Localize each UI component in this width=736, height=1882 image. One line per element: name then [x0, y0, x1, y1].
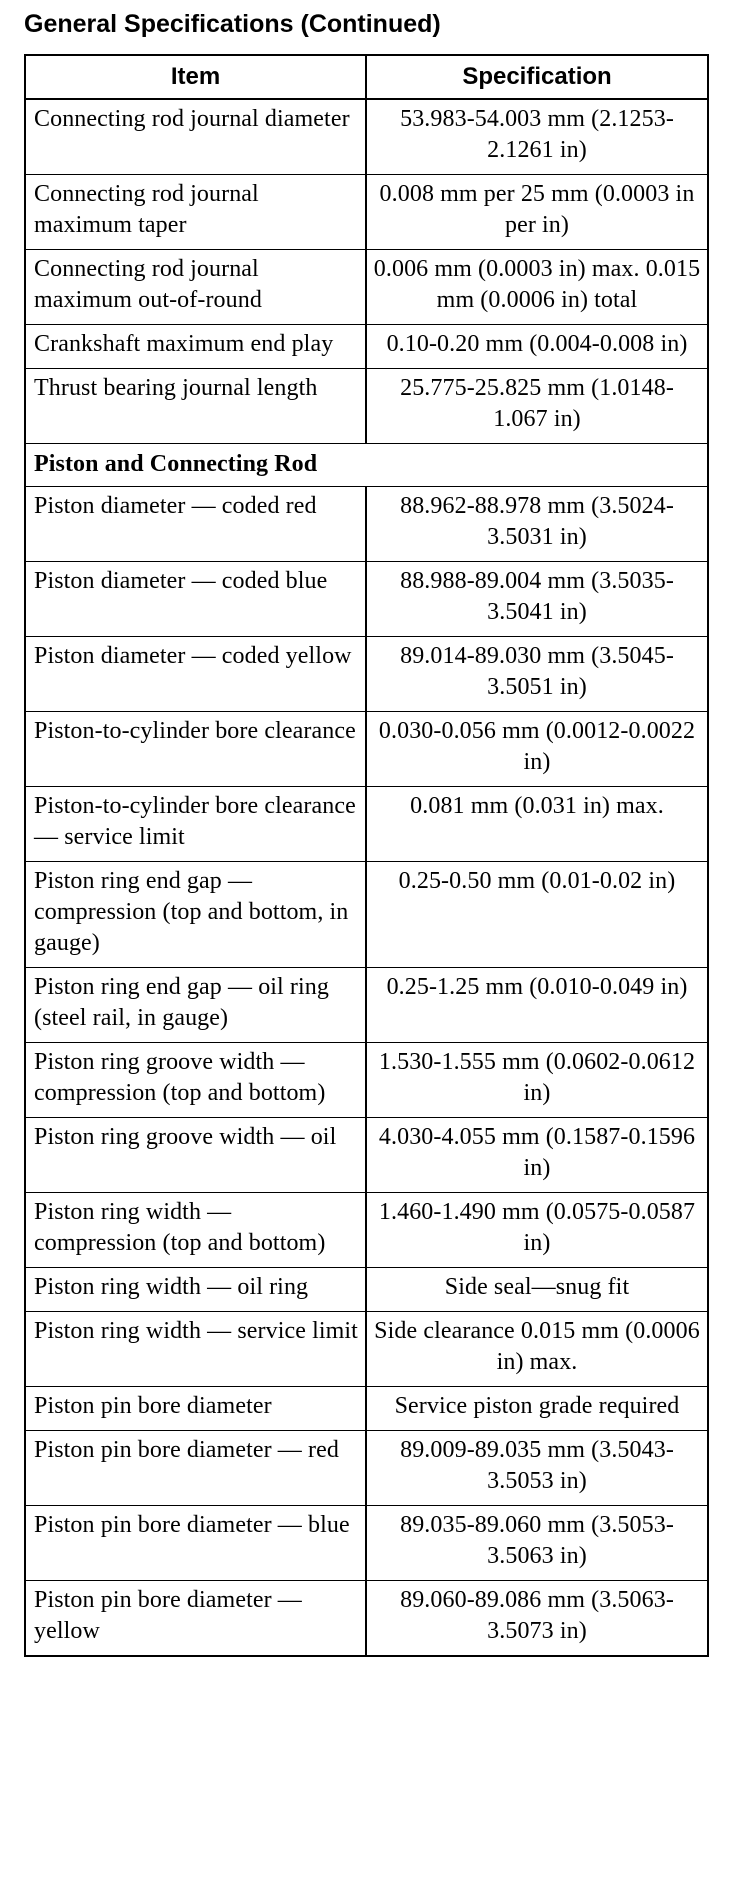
table-row	[25, 637, 708, 712]
specification-cell: 4.030-4.055 mm (0.1587-0.1596 in)	[366, 1118, 708, 1193]
table-body	[25, 99, 708, 1656]
item-cell: Piston ring groove width — compression (top and bottom)	[25, 1043, 366, 1118]
item-cell: Piston ring width — service limit	[25, 1312, 366, 1387]
specification-cell: Service piston grade required	[366, 1387, 708, 1431]
table-row	[25, 1193, 708, 1268]
item-cell: Piston ring width — compression (top and bottom)	[25, 1193, 366, 1268]
item-cell: Piston-to-cylinder bore clearance	[25, 712, 366, 787]
table-row	[25, 175, 708, 250]
table-header-row	[25, 55, 708, 99]
item-cell: Piston ring end gap — oil ring (steel rail, in gauge)	[25, 968, 366, 1043]
table-row	[25, 1581, 708, 1657]
section-title: Piston and Connecting Rod	[25, 444, 708, 487]
table-row	[25, 99, 708, 175]
table-row	[25, 325, 708, 369]
specification-cell: 88.962-88.978 mm (3.5024-3.5031 in)	[366, 487, 708, 562]
item-cell: Thrust bearing journal length	[25, 369, 366, 444]
item-cell: Connecting rod journal diameter	[25, 99, 366, 175]
item-cell: Piston ring groove width — oil	[25, 1118, 366, 1193]
column-header-specification: Specification	[366, 55, 708, 99]
specification-cell: 0.10-0.20 mm (0.004-0.008 in)	[366, 325, 708, 369]
item-cell: Piston pin bore diameter — blue	[25, 1506, 366, 1581]
specification-cell: 1.460-1.490 mm (0.0575-0.0587 in)	[366, 1193, 708, 1268]
table-row	[25, 1268, 708, 1312]
specification-cell: 0.25-0.50 mm (0.01-0.02 in)	[366, 862, 708, 968]
table-row	[25, 1312, 708, 1387]
specification-cell: 0.030-0.056 mm (0.0012-0.0022 in)	[366, 712, 708, 787]
table-row	[25, 1431, 708, 1506]
item-cell: Piston pin bore diameter — yellow	[25, 1581, 366, 1657]
item-cell: Piston pin bore diameter	[25, 1387, 366, 1431]
table-row	[25, 1118, 708, 1193]
specification-cell: 53.983-54.003 mm (2.1253-2.1261 in)	[366, 99, 708, 175]
specification-cell: Side clearance 0.015 mm (0.0006 in) max.	[366, 1312, 708, 1387]
specification-cell: 88.988-89.004 mm (3.5035-3.5041 in)	[366, 562, 708, 637]
item-cell: Piston diameter — coded yellow	[25, 637, 366, 712]
table-row	[25, 968, 708, 1043]
specification-cell: 0.006 mm (0.0003 in) max. 0.015 mm (0.0006 in) total	[366, 250, 708, 325]
table-row	[25, 250, 708, 325]
item-cell: Piston-to-cylinder bore clearance — service limit	[25, 787, 366, 862]
section-header-row	[25, 444, 708, 487]
table-row	[25, 712, 708, 787]
table-row	[25, 787, 708, 862]
item-cell: Piston ring end gap — compression (top and bottom, in gauge)	[25, 862, 366, 968]
specification-cell: 89.014-89.030 mm (3.5045-3.5051 in)	[366, 637, 708, 712]
specification-cell: 89.060-89.086 mm (3.5063-3.5073 in)	[366, 1581, 708, 1657]
table-row	[25, 369, 708, 444]
item-cell: Connecting rod journal maximum taper	[25, 175, 366, 250]
item-cell: Piston diameter — coded red	[25, 487, 366, 562]
specification-cell: 0.25-1.25 mm (0.010-0.049 in)	[366, 968, 708, 1043]
page-title: General Specifications (Continued)	[24, 10, 441, 38]
table-row	[25, 1506, 708, 1581]
specification-cell: 89.035-89.060 mm (3.5053-3.5063 in)	[366, 1506, 708, 1581]
table-row	[25, 1387, 708, 1431]
specification-cell: Side seal—snug fit	[366, 1268, 708, 1312]
specification-cell: 1.530-1.555 mm (0.0602-0.0612 in)	[366, 1043, 708, 1118]
specification-cell: 89.009-89.035 mm (3.5043-3.5053 in)	[366, 1431, 708, 1506]
item-cell: Piston pin bore diameter — red	[25, 1431, 366, 1506]
item-cell: Piston ring width — oil ring	[25, 1268, 366, 1312]
specification-cell: 25.775-25.825 mm (1.0148-1.067 in)	[366, 369, 708, 444]
table-row	[25, 862, 708, 968]
item-cell: Piston diameter — coded blue	[25, 562, 366, 637]
table-row	[25, 1043, 708, 1118]
table-row	[25, 562, 708, 637]
specification-cell: 0.008 mm per 25 mm (0.0003 in per in)	[366, 175, 708, 250]
specification-cell: 0.081 mm (0.031 in) max.	[366, 787, 708, 862]
item-cell: Crankshaft maximum end play	[25, 325, 366, 369]
item-cell: Connecting rod journal maximum out-of-round	[25, 250, 366, 325]
specifications-table	[24, 54, 709, 1657]
table-row	[25, 487, 708, 562]
column-header-item: Item	[25, 55, 366, 99]
